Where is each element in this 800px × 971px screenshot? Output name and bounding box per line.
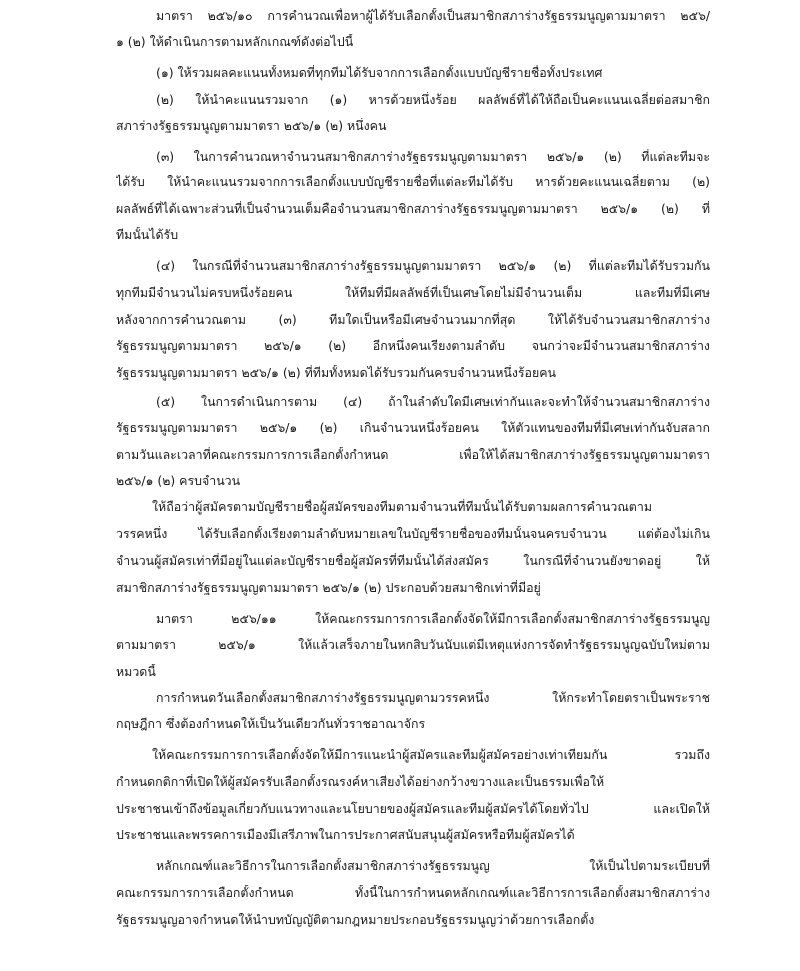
text-line: ผลลัพธ์ที่ได้เฉพาะส่วนที่เป็นจำนวนเต็มคือจำนวนสมาชิกสภาร่างรัฐธรรมนูญตามมาตรา ๒๕๖/๑ (๒) ที่ bbox=[116, 201, 710, 216]
text-line: สภาร่างรัฐธรรมนูญตามมาตรา ๒๕๖/๑ (๒) หนึ่งคน bbox=[116, 118, 387, 133]
text-line: จำนวนผู้สมัครเท่าที่มีอยู่ในแต่ละบัญชีรายชื่อผู้สมัครที่ทีมนั้นได้ส่งสมัคร ในกรณีที่จำนวนยังขาดอยู่ ให้ bbox=[116, 553, 710, 568]
text-line: (๒) ให้นำคะแนนรวมจาก (๑) หารด้วยหนึ่งร้อย ผลลัพธ์ที่ได้ให้ถือเป็นคะแนนเฉลี่ยต่อสมาชิก bbox=[156, 92, 710, 107]
text-line: ๑ (๒) ให้ดำเนินการตามหลักเกณฑ์ดังต่อไปนี้ bbox=[116, 34, 354, 49]
text-line: (๕) ในการดำเนินการตาม (๔) ถ้าในลำดับใดมีเศษเท่ากันและจะทำให้จำนวนสมาชิกสภาร่าง bbox=[156, 394, 710, 409]
text-line: ทีมนั้นได้รับ bbox=[116, 227, 179, 242]
text-line: ตามวันและเวลาที่คณะกรรมการการเลือกตั้งกำหนด เพื่อให้ได้สมาชิกสภาร่างรัฐธรรมนูญตามมาตรา bbox=[116, 447, 710, 462]
text-line: สมาชิกสภาร่างรัฐธรรมนูญตามมาตรา ๒๕๖/๑ (๒) ประกอบด้วยสมาชิกเท่าที่มีอยู่ bbox=[116, 580, 541, 595]
text-line: (๓) ในการคำนวณหาจำนวนสมาชิกสภาร่างรัฐธรรมนูญตามมาตรา ๒๕๖/๑ (๒) ที่แต่ละทีมจะ bbox=[156, 149, 710, 164]
text-line: ได้รับ ให้นำคะแนนรวมจากการเลือกตั้งแบบบัญชีรายชื่อที่แต่ละทีมได้รับ หารด้วยคะแนนเฉลี่ยตาม (๒) bbox=[116, 174, 710, 189]
text-line: กฤษฎีกา ซึ่งต้องกำหนดให้เป็นวันเดียวกันทั่วราชอาณาจักร bbox=[116, 716, 426, 731]
text-line: (๔) ในกรณีที่จำนวนสมาชิกสภาร่างรัฐธรรมนูญตามมาตรา ๒๕๖/๑ (๒) ที่แต่ละทีมได้รับรวมกัน bbox=[156, 258, 710, 273]
text-line: ให้คณะกรรมการการเลือกตั้งจัดให้มีการแนะนำผู้สมัครและทีมผู้สมัครอย่างเท่าเทียมกัน รวมถึง bbox=[152, 747, 710, 762]
text-line: ตามมาตรา ๒๕๖/๑ ให้แล้วเสร็จภายในหกสิบวันนับแต่มีเหตุแห่งการจัดทำรัฐธรรมนูญฉบับใหม่ตาม bbox=[116, 637, 710, 652]
text-line: ประชาชนและพรรคการเมืองมีเสรีภาพในการประกาศสนับสนุนผู้สมัครหรือทีมผู้สมัครได้ bbox=[116, 827, 575, 842]
text-line: ๒๕๖/๑ (๒) ครบจำนวน bbox=[116, 473, 241, 488]
text-line: การกำหนดวันเลือกตั้งสมาชิกสภาร่างรัฐธรรมนูญตามวรรคหนึ่ง ให้กระทำโดยตราเป็นพระราช bbox=[156, 690, 710, 705]
text-line: รัฐธรรมนูญอาจกำหนดให้นำบทบัญญัติตามกฎหมายประกอบรัฐธรรมนูญว่าด้วยการเลือกตั้ง bbox=[116, 912, 595, 927]
text-line: รัฐธรรมนูญตามมาตรา ๒๕๖/๑ (๒) เกินจำนวนหนึ่งร้อยคน ให้ตัวแทนของทีมที่มีเศษเท่ากันจับสลาก bbox=[116, 420, 710, 435]
text-line: ให้ถือว่าผู้สมัครตามบัญชีรายชื่อผู้สมัครของทีมตามจำนวนที่ทีมนั้นได้รับตามผลการคำนวณตาม bbox=[152, 499, 652, 514]
text-line: รัฐธรรมนูญตามมาตรา ๒๕๖/๑ (๒) ที่ทีมทั้งหมดได้รับรวมกันครบจำนวนหนึ่งร้อยคน bbox=[116, 365, 557, 380]
text-line: กำหนดกติกาที่เปิดให้ผู้สมัครรับเลือกตั้งรณรงค์หาเสียงได้อย่างกว้างขวางและเป็นธรรมเพื่อให้ bbox=[116, 774, 605, 789]
text-line: วรรคหนึ่ง ได้รับเลือกตั้งเรียงตามลำดับหมายเลขในบัญชีรายชื่อของทีมนั้นจนครบจำนวน แต่ต้องไม่เกิน bbox=[116, 526, 710, 541]
text-line: หลักเกณฑ์และวิธีการในการเลือกตั้งสมาชิกสภาร่างรัฐธรรมนูญ ให้เป็นไปตามระเบียบที่ bbox=[156, 858, 710, 873]
text-line: รัฐธรรมนูญตามมาตรา ๒๕๖/๑ (๒) อีกหนึ่งคนเรียงตามลำดับ จนกว่าจะมีจำนวนสมาชิกสภาร่าง bbox=[116, 338, 710, 353]
text-line: มาตรา ๒๕๖/๑๑ ให้คณะกรรมการการเลือกตั้งจัดให้มีการเลือกตั้งสมาชิกสภาร่างรัฐธรรมนูญ bbox=[156, 611, 710, 626]
text-line: หมวดนี้ bbox=[116, 664, 156, 679]
text-line: (๑) ให้รวมผลคะแนนทั้งหมดที่ทุกทีมได้รับจากการเลือกตั้งแบบบัญชีรายชื่อทั้งประเทศ bbox=[156, 65, 603, 80]
text-line: หลังจากการคำนวณตาม (๓) ทีมใดเป็นหรือมีเศษจำนวนมากที่สุด ให้ได้รับจำนวนสมาชิกสภาร่าง bbox=[116, 312, 710, 327]
text-line: มาตรา ๒๕๖/๑๐ การคำนวณเพื่อหาผู้ได้รับเลือกตั้งเป็นสมาชิกสภาร่างรัฐธรรมนูญตามมาตรา ๒๕๖/ bbox=[156, 8, 710, 23]
text-line: ทุกทีมมีจำนวนไม่ครบหนึ่งร้อยคน ให้ทีมที่มีผลลัพธ์ที่เป็นเศษโดยไม่มีจำนวนเต็ม และทีมที่มีเศษ bbox=[116, 285, 710, 300]
text-line: คณะกรรมการการเลือกตั้งกำหนด ทั้งนี้ในการกำหนดหลักเกณฑ์และวิธีการการเลือกตั้งสมาชิกสภาร่าง bbox=[116, 885, 710, 900]
text-line: ประชาชนเข้าถึงข้อมูลเกี่ยวกับแนวทางและนโยบายของผู้สมัครและทีมผู้สมัครได้โดยทั่วไป และเปิดให้ bbox=[116, 801, 710, 816]
